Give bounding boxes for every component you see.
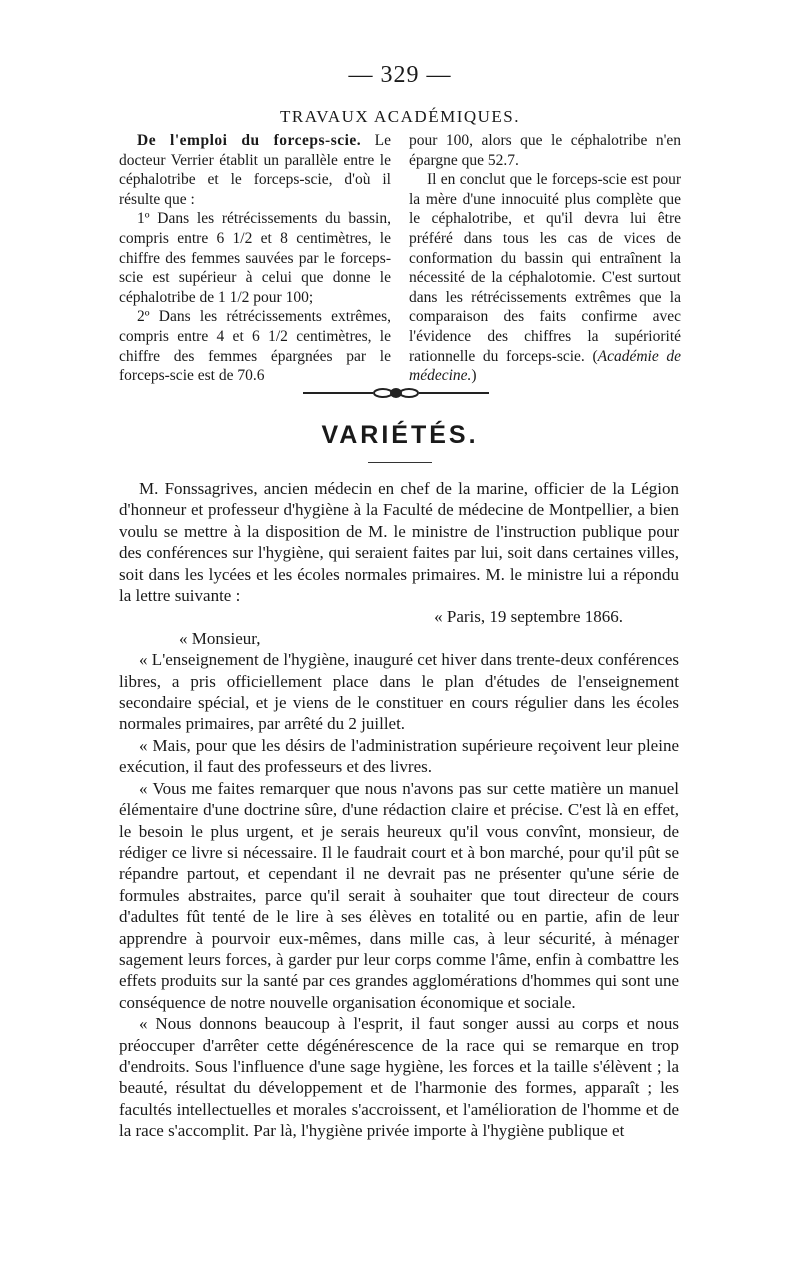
article-paragraph-1: M. Fonssagrives, ancien médecin en chef de la marine, officier de la Légion d'honneur et professeur d'hygiène à la Faculté de médecine de Montpellier, a bien voulu se mettre à la disposition de M. le ministre de l'instruction publique pour des conférences sur l'hygiène, qui seraient faites par lui, soit dans certaines villes, soit dans les lycées et les écoles normales primaires. M. le ministre lui a répondu la lettre suivante : xyxy=(119,479,679,606)
right-column xyxy=(409,131,681,386)
forceps-intro-paragraph xyxy=(119,131,391,209)
conclusion-paragraph xyxy=(409,170,681,386)
letter-paragraph-1: « L'enseignement de l'hygiène, inauguré cet hiver dans trente-deux conférences libres, a pris officiellement place dans le plan d'études de l'enseignement secondaire spécial, et je viens de le constituer en cours régulier dans les écoles normales primaires, par arrêté du 2 juillet. xyxy=(119,650,679,734)
letter-salutation: « Monsieur, xyxy=(179,628,261,648)
source-citation: Académie de médecine. xyxy=(409,347,681,385)
point-1: 1º Dans les rétrécissements du bassin, compris entre 6 1/2 et 8 centimètres, le chiffre des femmes sauvées par le forceps-scie est supérieur à celui que donne le céphalotribe de 1 1/2 pour 100; xyxy=(119,210,391,306)
left-column xyxy=(119,131,391,386)
ornament-divider xyxy=(303,386,489,400)
letter-paragraph-4: « Nous donnons beaucoup à l'esprit, il faut songer aussi au corps et nous préoccuper d'arrêter cette dégénérescence de la race qui se remarque en trop d'endroits. Sous l'influence d'une sage hygiène, les forces et la taille s'élèvent ; la beauté, résultat du développement et de l'harmonie des formes, apparaît ; les facultés intellectuelles et morales s'accroissent, et l'amélioration de l'homme et de la race s'accomplit. Par là, l'hygiène privée importe à l'hygiène publique et xyxy=(119,1014,679,1141)
letter-date: « Paris, 19 septembre 1866. xyxy=(434,607,623,627)
source-close: ) xyxy=(471,367,477,385)
letter-paragraph-3: « Vous me faites remarquer que nous n'avons pas sur cette matière un manuel élémentaire d'une doctrine sûre, d'une rédaction claire et précise. C'est là en effet, le besoin le plus urgent, et je serais heureux qu'il vous convînt, monsieur, de rédiger ce livre si nécessaire. Il le faudrait court et à bon marché, pour qu'il pût se répandre partout, et cependant il ne devrait pas ne présenter qu'une série de formules abstraites, parce qu'il serait à souhaiter que tout directeur de cours d'adultes fût tenté de le lire à ses élèves en totalité ou en partie, afin de leur apprendre à pourvoir eux-mêmes, dans mille cas, à leur sécurité, à ménager sagement leurs forces, à garder pur leur corps comme l'âme, enfin à combattre les effets produits sur la santé par ces grandes agglomérations d'hommes qui sont une conséquence de notre nouvelle organisation économique et sociale. xyxy=(119,778,679,1012)
conclusion-text: Il en conclut que le forceps-scie est pour la mère d'une innocuité plus complète que le céphalotribe, et qu'il devra lui être préféré dans tous les cas de vices de conformation du bassin qui entraînent la nécessité de la céphalotomie. C'est surtout dans les rétrécissements extrêmes que la comparaison des faits confirme avec l'évidence des chiffres la supériorité rationnelle du forceps-scie. ( xyxy=(409,171,681,365)
point-2-continuation: pour 100, alors que le céphalotribe n'en épargne que 52.7. xyxy=(409,132,681,169)
varietes-article xyxy=(119,478,679,1142)
letter-paragraph-2: « Mais, pour que les désirs de l'administration supérieure reçoivent leur pleine exécution, il faut des professeurs et des livres. xyxy=(119,735,679,777)
page-number: — 329 — xyxy=(348,62,452,88)
running-head: TRAVAUX ACADÉMIQUES. xyxy=(279,107,520,126)
intro-text: Le docteur Verrier établit un parallèle entre le céphalotribe et le forceps-scie, d'où il résulte que : xyxy=(119,132,391,208)
section-rule xyxy=(368,462,432,463)
article-title: De l'emploi du forceps-scie. xyxy=(137,132,362,149)
section-title: VARIÉTÉS. xyxy=(321,421,479,449)
point-2: 2º Dans les rétrécissements extrêmes, compris entre 4 et 6 1/2 centimètres, le chiffre des femmes épargnées par le forceps-scie est de 70.6 xyxy=(119,308,391,385)
